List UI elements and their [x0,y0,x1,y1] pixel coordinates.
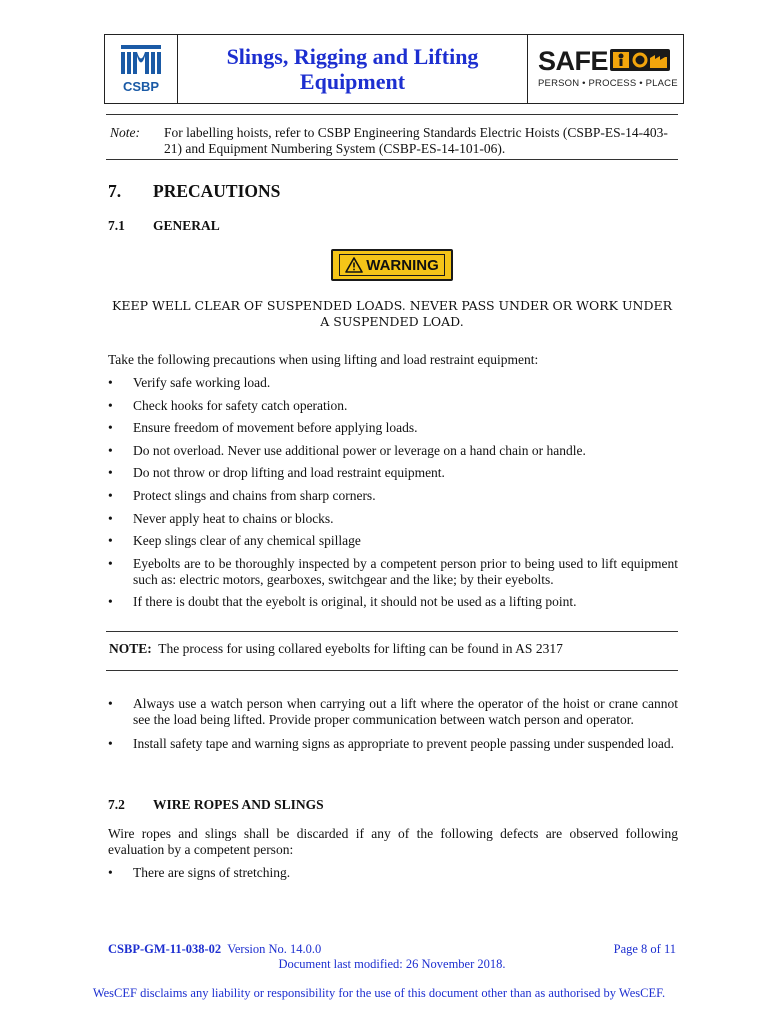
warning-label: WARNING [366,256,439,274]
list-item [108,398,678,414]
safe-logo [528,35,683,103]
csbp-logo [105,35,178,103]
safe-tagline: PERSON • PROCESS • PLACE [538,78,678,89]
eyebolt-note-text [109,641,563,657]
list-item [108,533,678,549]
bullet-icon: • [108,442,113,458]
page-number: Page 8 of 11 [613,942,676,956]
list-item-text: If there is doubt that the eyebolt is original, it should not be used as a lifting point. [133,594,577,610]
bullet-icon: • [108,510,113,526]
bullet-icon: • [108,420,113,436]
list-item-text: Keep slings clear of any chemical spillage [133,533,361,549]
bullet-icon: • [108,533,113,549]
subsection-heading-wire [108,797,324,813]
eyebolt-note [106,631,678,671]
document-title: Slings, Rigging and Lifting Equipment [178,35,528,103]
list-item [108,556,678,588]
list-item [108,511,678,527]
list-item [108,865,678,881]
bullet-icon: • [108,555,113,571]
section-heading [108,181,280,202]
list-item-text: Eyebolts are to be thoroughly inspected by a competent person prior to being used to lift equipment such as: electric motors, gearboxes, switchgear and the like; by their eyebolts. [133,555,678,587]
bullet-icon: • [108,736,113,751]
list-item-text: Never apply heat to chains or blocks. [133,510,334,526]
list-item-text: Protect slings and chains from sharp corners. [133,487,376,503]
subsection-title: WIRE ROPES AND SLINGS [153,797,324,812]
note-label: Note: [110,125,140,140]
warning-sign [331,249,453,281]
document-header [104,34,684,104]
csbp-logo-text: CSBP [122,79,160,94]
subsection-heading-general [108,218,220,234]
safe-figure-icon [610,49,670,71]
bullet-icon: • [108,375,113,390]
subsection-number: 7.1 [108,218,125,233]
version-number: Version No. 14.0.0 [227,942,322,956]
list-item-text: Do not overload. Never use additional power or leverage on a hand chain or handle. [133,442,586,458]
keep-clear-text: KEEP WELL CLEAR OF SUSPENDED LOADS. NEVER PASS UNDER OR WORK UNDER A SUSPENDED LOAD. [112,298,673,329]
section-number: 7. [108,181,122,201]
disclaimer: WesCEF disclaims any liability or responsibility for the use of this document other than as authorised by WesCEF. [92,986,666,1000]
list-item-text: Verify safe working load. [133,375,271,390]
list-item [108,736,678,752]
list-item-text: Install safety tape and warning signs as appropriate to prevent people passing under suspended load. [133,736,674,751]
intro-paragraph: Take the following precautions when using lifting and load restraint equipment: [108,352,539,367]
bullet-icon: • [108,594,113,610]
footer-document-id [108,942,321,957]
document-code: CSBP-GM-11-038-02 [108,942,222,956]
precautions-list [108,375,678,610]
eyebolt-note-label: NOTE: [109,641,152,656]
list-item-text: Do not throw or drop lifting and load restraint equipment. [133,465,445,481]
bullet-icon: • [108,465,113,481]
list-item [108,465,678,481]
list-item-text: There are signs of stretching. [133,865,291,880]
bullet-icon: • [108,397,113,413]
list-item-text: Check hooks for safety catch operation. [133,397,348,413]
subsection-title: GENERAL [153,218,220,233]
bullet-icon: • [108,865,113,880]
list-item-text: Always use a watch person when carrying out a lift where the operator of the hoist or crane cannot see the load being lifted. Provide proper communication between watch person and operator. [133,696,678,727]
bullet-icon: • [108,487,113,503]
list-item [108,594,678,610]
note-text: For labelling hoists, refer to CSBP Engineering Standards Electric Hoists (CSBP-ES-14-403-21) and Equipment Numbering System (CSBP-ES-14-101-06). [164,125,668,156]
eyebolt-note-body: The process for using collared eyebolts for lifting can be found in AS 2317 [158,641,563,656]
note-box [106,114,678,160]
list-item [108,375,678,391]
list-item [108,488,678,504]
warning-triangle-icon [345,257,363,273]
subsection-number: 7.2 [108,797,125,812]
section-title: PRECAUTIONS [153,181,281,201]
safe-word: SAFE [538,46,609,76]
list-item [108,443,678,459]
warning-sign-inner [339,254,445,276]
last-modified: Document last modified: 26 November 2018. [278,957,506,971]
list-item [108,420,678,436]
more-precautions-list [108,696,678,752]
list-item [108,696,678,728]
list-item-text: Ensure freedom of movement before applying loads. [133,420,418,436]
defects-list [108,865,678,881]
bullet-icon: • [108,696,113,711]
csbp-logo-icon [105,39,177,83]
wire-intro-paragraph: Wire ropes and slings shall be discarded if any of the following defects are observed following evaluation by a competent person: [108,826,678,857]
